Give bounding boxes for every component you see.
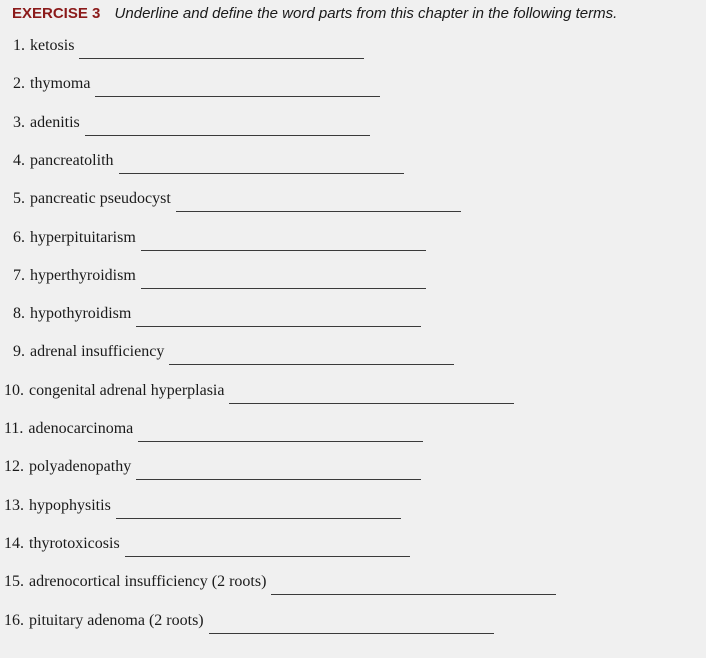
answer-line[interactable] (229, 403, 514, 404)
item-text (13, 266, 136, 286)
item-text (4, 534, 120, 554)
item-text (4, 572, 266, 592)
exercise-item (0, 611, 706, 651)
item-text (13, 304, 131, 324)
item-term: adenitis (30, 113, 80, 131)
item-term: hyperpituitarism (30, 228, 136, 246)
item-number: 11. (4, 420, 24, 437)
item-text (13, 228, 136, 248)
exercise-item (0, 151, 706, 191)
exercise-item (0, 266, 706, 306)
exercise-item (0, 113, 706, 153)
answer-line[interactable] (125, 556, 410, 557)
item-number: 8. (13, 305, 25, 323)
item-text (13, 151, 114, 171)
item-number: 2. (13, 75, 25, 93)
item-text (4, 381, 224, 401)
exercise-header (12, 4, 617, 24)
exercise-item (0, 342, 706, 382)
item-term: thyrotoxicosis (29, 534, 120, 552)
item-number: 6. (13, 228, 25, 246)
exercise-item (0, 457, 706, 497)
exercise-label: EXERCISE 3 (12, 5, 101, 22)
exercise-item (0, 228, 706, 268)
item-text (13, 36, 74, 56)
answer-line[interactable] (119, 173, 404, 174)
item-term: ketosis (30, 37, 75, 54)
exercise-instruction: Underline and define the word parts from this chapter in the following terms. (114, 5, 618, 22)
answer-line[interactable] (141, 250, 426, 251)
item-number: 12. (4, 458, 24, 476)
exercise-item (0, 36, 706, 76)
item-text (13, 189, 171, 209)
item-number: 1. (13, 37, 25, 54)
item-number: 15. (4, 573, 24, 591)
item-number: 9. (13, 343, 25, 361)
item-text (4, 457, 131, 477)
item-term: adenocarcinoma (28, 420, 134, 437)
exercise-item (0, 381, 706, 421)
item-term: adrenal insufficiency (30, 343, 165, 361)
item-term: polyadenopathy (29, 458, 132, 476)
item-term: congenital adrenal hyperplasia (29, 381, 225, 399)
exercise-item (0, 496, 706, 536)
answer-line[interactable] (209, 633, 494, 634)
item-term: adrenocortical insufficiency (2 roots) (29, 573, 267, 591)
answer-line[interactable] (141, 288, 426, 289)
item-number: 3. (13, 113, 25, 131)
answer-line[interactable] (271, 594, 556, 595)
answer-line[interactable] (85, 135, 370, 136)
answer-line[interactable] (136, 479, 421, 480)
item-number: 16. (4, 611, 24, 629)
item-text (4, 611, 204, 631)
exercise-item (0, 304, 706, 344)
item-text (13, 113, 80, 133)
item-text (4, 419, 133, 439)
item-number: 4. (13, 151, 25, 169)
item-term: pancreatolith (30, 151, 114, 169)
item-term: hyperthyroidism (30, 266, 136, 284)
item-term: thymoma (30, 75, 91, 93)
exercise-item (0, 189, 706, 229)
answer-line[interactable] (169, 364, 454, 365)
item-term: pituitary adenoma (2 roots) (29, 611, 204, 629)
item-term: pancreatic pseudocyst (30, 190, 171, 208)
exercise-item (0, 572, 706, 612)
item-number: 7. (13, 266, 25, 284)
answer-line[interactable] (136, 326, 421, 327)
answer-line[interactable] (176, 211, 461, 212)
exercise-item (0, 419, 706, 459)
item-number: 14. (4, 534, 24, 552)
answer-line[interactable] (95, 96, 380, 97)
answer-line[interactable] (116, 518, 401, 519)
exercise-item (0, 74, 706, 114)
item-number: 10. (4, 381, 24, 399)
item-text (13, 74, 90, 94)
item-text (4, 496, 111, 516)
exercise-item (0, 534, 706, 574)
item-text (13, 342, 164, 362)
answer-line[interactable] (138, 441, 423, 442)
item-number: 5. (13, 190, 25, 208)
answer-line[interactable] (79, 58, 364, 59)
item-term: hypophysitis (29, 496, 111, 514)
item-number: 13. (4, 496, 24, 514)
item-term: hypothyroidism (30, 305, 132, 323)
